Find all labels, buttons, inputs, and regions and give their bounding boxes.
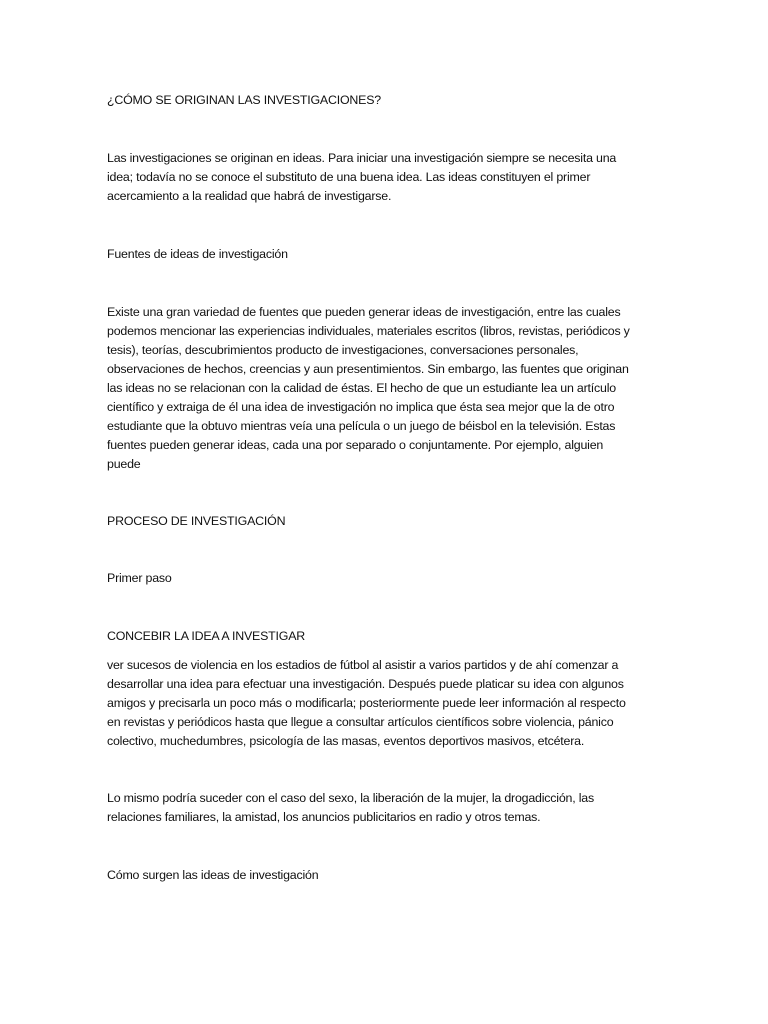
heading-concebir: CONCEBIR LA IDEA A INVESTIGAR bbox=[107, 629, 306, 643]
heading-proceso: PROCESO DE INVESTIGACIÓN bbox=[107, 514, 286, 528]
fuentes-line: podemos mencionar las experiencias individuales, materiales escritos (libros, revistas, periódicos y bbox=[107, 324, 630, 338]
concebir-line: desarrollar una idea para efectuar una investigación. Después puede platicar su idea con algunos bbox=[107, 677, 624, 691]
fuentes-line: tesis), teorías, descubrimientos producto de investigaciones, conversaciones personales, bbox=[107, 343, 579, 357]
fuentes-line: estudiante que la obtuvo mientras veía una película o un juego de béisbol en la televisión. Estas bbox=[107, 419, 616, 433]
fuentes-line: Existe una gran variedad de fuentes que pueden generar ideas de investigación, entre las cuales bbox=[107, 305, 621, 319]
mismo-line: Lo mismo podría suceder con el caso del sexo, la liberación de la mujer, la drogadicción, las bbox=[107, 791, 594, 805]
concebir-line: ver sucesos de violencia en los estadios de fútbol al asistir a varios partidos y de ahí comenzar a bbox=[107, 658, 619, 672]
concebir-line: en revistas y periódicos hasta que llegue a consultar artículos científicos sobre violencia, pánico bbox=[107, 715, 614, 729]
heading-fuentes: Fuentes de ideas de investigación bbox=[107, 247, 288, 261]
document-title: ¿CÓMO SE ORIGINAN LAS INVESTIGACIONES? bbox=[107, 93, 381, 107]
fuentes-line: las ideas no se relacionan con la calidad de éstas. El hecho de que un estudiante lea un artículo bbox=[107, 381, 616, 395]
fuentes-line: fuentes pueden generar ideas, cada una por separado o conjuntamente. Por ejemplo, alguien bbox=[107, 438, 604, 452]
fuentes-line: observaciones de hechos, creencias y aun presentimientos. Sin embargo, las fuentes que originan bbox=[107, 362, 629, 376]
intro-line: acercamiento a la realidad que habrá de investigarse. bbox=[107, 189, 392, 203]
concebir-line: colectivo, muchedumbres, psicología de las masas, eventos deportivos masivos, etcétera. bbox=[107, 734, 585, 748]
intro-line: Las investigaciones se originan en ideas. Para iniciar una investigación siempre se necesita una bbox=[107, 151, 617, 165]
fuentes-line: científico y extraiga de él una idea de investigación no implica que ésta sea mejor que la de otro bbox=[107, 400, 615, 414]
concebir-line: amigos y precisarla un poco más o modificarla; posteriormente puede leer información al respecto bbox=[107, 696, 626, 710]
mismo-line: relaciones familiares, la amistad, los anuncios publicitarios en radio y otros temas. bbox=[107, 810, 541, 824]
fuentes-line: puede bbox=[107, 457, 141, 471]
intro-line: idea; todavía no se conoce el substituto de una buena idea. Las ideas constituyen el primer bbox=[107, 170, 591, 184]
heading-surgen: Cómo surgen las ideas de investigación bbox=[107, 868, 319, 882]
heading-primer-paso: Primer paso bbox=[107, 571, 172, 585]
